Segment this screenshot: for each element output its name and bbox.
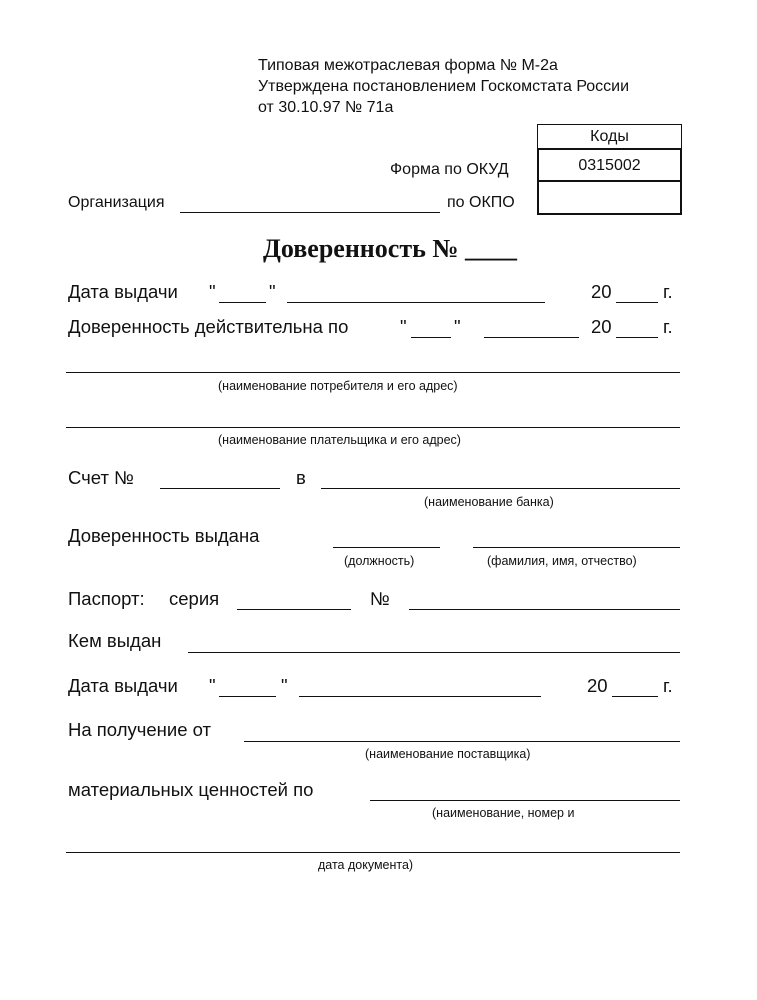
materials-label: материальных ценностей по (68, 779, 314, 800)
okpo-label: по ОКПО (447, 194, 515, 211)
passport-date-year-suffix: г. (663, 675, 673, 696)
consumer-caption: (наименование потребителя и его адрес) (218, 379, 458, 393)
passport-series-field[interactable] (237, 609, 351, 610)
issue-date-year-prefix: 20 (591, 281, 612, 302)
bank-name-field[interactable] (321, 488, 680, 489)
full-name-caption: (фамилия, имя, отчество) (487, 554, 637, 568)
okud-label: Форма по ОКУД (390, 161, 509, 178)
issue-date-quote-open: " (209, 281, 216, 302)
passport-date-month-field[interactable] (299, 696, 541, 697)
valid-until-month-field[interactable] (484, 337, 579, 338)
okpo-code-field[interactable] (537, 181, 682, 215)
form-type-line: Типовая межотраслевая форма № М-2а (258, 57, 558, 74)
receive-from-label: На получение от (68, 719, 211, 740)
valid-until-year-field[interactable] (616, 337, 658, 338)
codes-header: Коды (537, 124, 682, 150)
passport-date-year-prefix: 20 (587, 675, 608, 696)
page-title: Доверенность № ____ (263, 234, 517, 263)
document-field[interactable] (370, 800, 680, 801)
valid-until-day-field[interactable] (411, 337, 451, 338)
passport-label: Паспорт: (68, 588, 145, 609)
payer-caption: (наименование плательщика и его адрес) (218, 433, 461, 447)
consumer-field[interactable] (66, 372, 680, 373)
valid-until-label: Доверенность действительна по (68, 316, 349, 337)
valid-until-year-prefix: 20 (591, 316, 612, 337)
issue-date-quote-close: " (269, 281, 276, 302)
passport-number-field[interactable] (409, 609, 680, 610)
bank-caption: (наименование банка) (424, 495, 554, 509)
supplier-caption: (наименование поставщика) (365, 747, 531, 761)
account-number-field[interactable] (160, 488, 280, 489)
issue-date-label: Дата выдачи (68, 281, 178, 302)
account-in-label: в (296, 467, 306, 488)
document-caption-2: дата документа) (318, 858, 414, 872)
issued-to-label: Доверенность выдана (68, 525, 260, 546)
valid-until-quote-open: " (400, 316, 407, 337)
approval-date-line: от 30.10.97 № 71а (258, 99, 394, 116)
issued-by-label: Кем выдан (68, 630, 162, 651)
organization-label: Организация (68, 194, 165, 211)
passport-number-label: № (370, 588, 390, 609)
position-field[interactable] (333, 547, 440, 548)
valid-until-quote-close: " (454, 316, 461, 337)
document-caption-1: (наименование, номер и (432, 806, 575, 820)
passport-date-label: Дата выдачи (68, 675, 178, 696)
issue-date-year-suffix: г. (663, 281, 673, 302)
position-caption: (должность) (344, 554, 415, 568)
passport-date-quote-close: " (281, 675, 288, 696)
organization-field[interactable] (180, 212, 440, 213)
passport-date-quote-open: " (209, 675, 216, 696)
document-date-field[interactable] (66, 852, 680, 853)
full-name-field[interactable] (473, 547, 680, 548)
issue-date-day-field[interactable] (219, 302, 266, 303)
approval-line: Утверждена постановлением Госкомстата России (258, 78, 630, 95)
account-label: Счет № (68, 467, 134, 488)
passport-series-label: серия (169, 588, 220, 609)
valid-until-year-suffix: г. (663, 316, 673, 337)
codes-table (537, 124, 682, 216)
passport-date-year-field[interactable] (612, 696, 658, 697)
payer-field[interactable] (66, 427, 680, 428)
okud-code-field[interactable]: 0315002 (537, 148, 682, 181)
issue-date-month-field[interactable] (287, 302, 545, 303)
issue-date-year-field[interactable] (616, 302, 658, 303)
supplier-field[interactable] (244, 741, 680, 742)
issued-by-field[interactable] (188, 652, 680, 653)
passport-date-day-field[interactable] (219, 696, 276, 697)
